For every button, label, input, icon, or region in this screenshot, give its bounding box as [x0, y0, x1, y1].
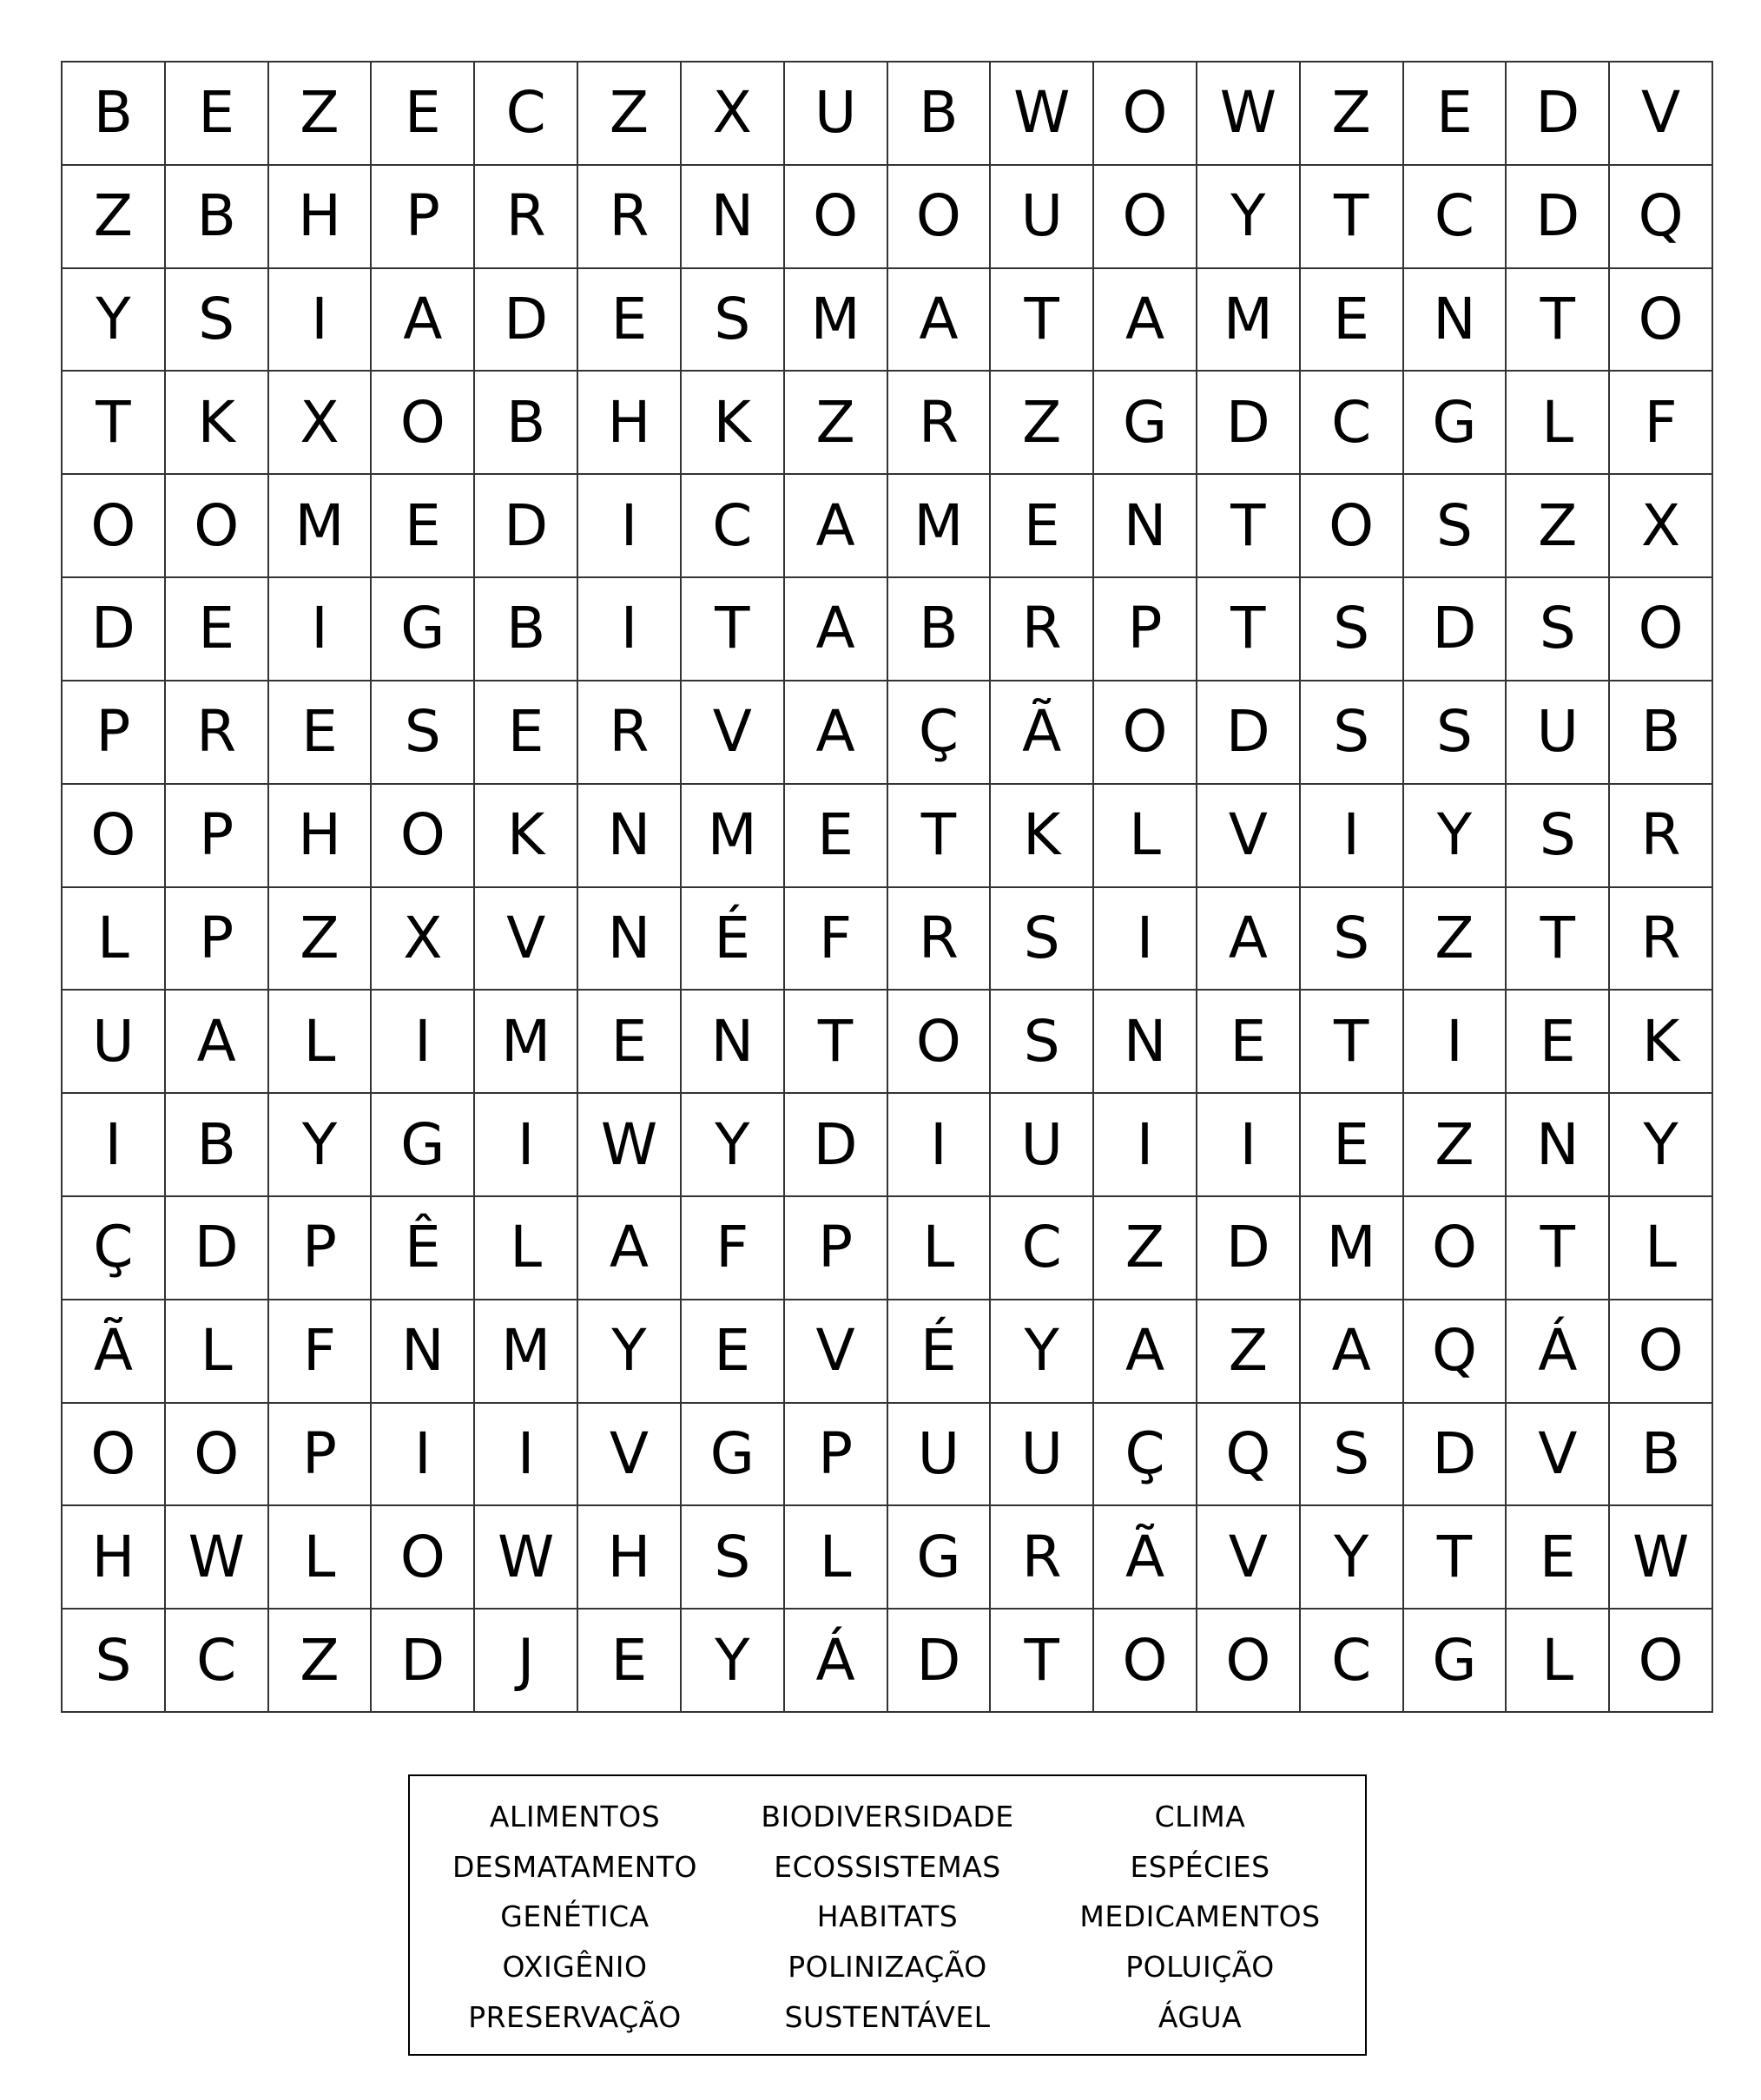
grid-cell-r11-c4[interactable]: G — [372, 1094, 475, 1197]
grid-cell-r3-c15[interactable]: T — [1507, 269, 1610, 372]
grid-cell-r15-c3[interactable]: L — [269, 1506, 373, 1610]
grid-cell-r2-c11[interactable]: O — [1094, 166, 1197, 269]
grid-cell-r11-c2[interactable]: B — [166, 1094, 269, 1197]
grid-cell-r5-c9[interactable]: M — [888, 475, 992, 578]
grid-cell-r15-c1[interactable]: H — [63, 1506, 166, 1610]
grid-cell-r5-c7[interactable]: C — [682, 475, 785, 578]
grid-cell-r9-c16[interactable]: R — [1610, 888, 1713, 991]
grid-cell-r9-c1[interactable]: L — [63, 888, 166, 991]
grid-cell-r10-c10[interactable]: S — [991, 991, 1094, 1094]
grid-cell-r11-c6[interactable]: W — [578, 1094, 682, 1197]
grid-cell-r16-c11[interactable]: O — [1094, 1610, 1197, 1713]
grid-cell-r4-c13[interactable]: C — [1301, 372, 1404, 475]
grid-cell-r16-c9[interactable]: D — [888, 1610, 992, 1713]
grid-cell-r2-c9[interactable]: O — [888, 166, 992, 269]
grid-cell-r16-c16[interactable]: O — [1610, 1610, 1713, 1713]
grid-cell-r3-c12[interactable]: M — [1197, 269, 1301, 372]
grid-cell-r8-c14[interactable]: Y — [1404, 785, 1507, 888]
grid-cell-r13-c7[interactable]: E — [682, 1300, 785, 1404]
grid-cell-r16-c12[interactable]: O — [1197, 1610, 1301, 1713]
grid-cell-r2-c12[interactable]: Y — [1197, 166, 1301, 269]
grid-cell-r5-c2[interactable]: O — [166, 475, 269, 578]
grid-cell-r8-c11[interactable]: L — [1094, 785, 1197, 888]
grid-cell-r1-c11[interactable]: O — [1094, 63, 1197, 166]
grid-cell-r5-c16[interactable]: X — [1610, 475, 1713, 578]
grid-cell-r7-c15[interactable]: U — [1507, 681, 1610, 785]
grid-cell-r6-c6[interactable]: I — [578, 578, 682, 681]
grid-cell-r1-c8[interactable]: U — [785, 63, 888, 166]
grid-cell-r13-c9[interactable]: É — [888, 1300, 992, 1404]
grid-cell-r10-c16[interactable]: K — [1610, 991, 1713, 1094]
grid-cell-r16-c13[interactable]: C — [1301, 1610, 1404, 1713]
grid-cell-r11-c3[interactable]: Y — [269, 1094, 373, 1197]
grid-cell-r10-c13[interactable]: T — [1301, 991, 1404, 1094]
grid-cell-r12-c4[interactable]: Ê — [372, 1197, 475, 1300]
grid-cell-r12-c7[interactable]: F — [682, 1197, 785, 1300]
grid-cell-r10-c14[interactable]: I — [1404, 991, 1507, 1094]
grid-cell-r2-c4[interactable]: P — [372, 166, 475, 269]
grid-cell-r9-c15[interactable]: T — [1507, 888, 1610, 991]
grid-cell-r10-c5[interactable]: M — [475, 991, 578, 1094]
grid-cell-r15-c14[interactable]: T — [1404, 1506, 1507, 1610]
grid-cell-r4-c5[interactable]: B — [475, 372, 578, 475]
word-list-item: CLIMA — [1154, 1800, 1246, 1834]
grid-cell-r12-c14[interactable]: O — [1404, 1197, 1507, 1300]
grid-cell-r5-c11[interactable]: N — [1094, 475, 1197, 578]
grid-cell-r15-c16[interactable]: W — [1610, 1506, 1713, 1610]
grid-cell-r15-c6[interactable]: H — [578, 1506, 682, 1610]
grid-cell-r3-c14[interactable]: N — [1404, 269, 1507, 372]
grid-cell-r9-c13[interactable]: S — [1301, 888, 1404, 991]
grid-cell-r15-c9[interactable]: G — [888, 1506, 992, 1610]
grid-cell-r4-c3[interactable]: X — [269, 372, 373, 475]
grid-cell-r14-c5[interactable]: I — [475, 1404, 578, 1507]
grid-cell-r1-c15[interactable]: D — [1507, 63, 1610, 166]
grid-cell-r10-c3[interactable]: L — [269, 991, 373, 1094]
grid-cell-r14-c6[interactable]: V — [578, 1404, 682, 1507]
grid-cell-r6-c13[interactable]: S — [1301, 578, 1404, 681]
grid-cell-r4-c15[interactable]: L — [1507, 372, 1610, 475]
grid-cell-r12-c16[interactable]: L — [1610, 1197, 1713, 1300]
grid-cell-r8-c16[interactable]: R — [1610, 785, 1713, 888]
grid-cell-r12-c5[interactable]: L — [475, 1197, 578, 1300]
grid-cell-r8-c13[interactable]: I — [1301, 785, 1404, 888]
grid-cell-r12-c6[interactable]: A — [578, 1197, 682, 1300]
grid-cell-r10-c6[interactable]: E — [578, 991, 682, 1094]
grid-cell-r3-c3[interactable]: I — [269, 269, 373, 372]
grid-cell-r6-c2[interactable]: E — [166, 578, 269, 681]
grid-cell-r10-c8[interactable]: T — [785, 991, 888, 1094]
grid-cell-r13-c13[interactable]: A — [1301, 1300, 1404, 1404]
grid-cell-r5-c12[interactable]: T — [1197, 475, 1301, 578]
grid-cell-r6-c1[interactable]: D — [63, 578, 166, 681]
grid-cell-r8-c10[interactable]: K — [991, 785, 1094, 888]
grid-cell-r16-c2[interactable]: C — [166, 1610, 269, 1713]
grid-cell-r1-c4[interactable]: E — [372, 63, 475, 166]
grid-cell-r10-c4[interactable]: I — [372, 991, 475, 1094]
word-list-item: PRESERVAÇÃO — [468, 1999, 682, 2034]
grid-cell-r8-c1[interactable]: O — [63, 785, 166, 888]
grid-cell-r13-c4[interactable]: N — [372, 1300, 475, 1404]
grid-cell-r10-c1[interactable]: U — [63, 991, 166, 1094]
grid-cell-r1-c2[interactable]: E — [166, 63, 269, 166]
grid-cell-r7-c10[interactable]: Ã — [991, 681, 1094, 785]
grid-cell-r9-c10[interactable]: S — [991, 888, 1094, 991]
grid-cell-r16-c8[interactable]: Á — [785, 1610, 888, 1713]
grid-cell-r4-c10[interactable]: Z — [991, 372, 1094, 475]
grid-cell-r16-c1[interactable]: S — [63, 1610, 166, 1713]
grid-cell-r10-c15[interactable]: E — [1507, 991, 1610, 1094]
grid-cell-r9-c12[interactable]: A — [1197, 888, 1301, 991]
grid-cell-r12-c11[interactable]: Z — [1094, 1197, 1197, 1300]
grid-cell-r6-c14[interactable]: D — [1404, 578, 1507, 681]
grid-cell-r16-c7[interactable]: Y — [682, 1610, 785, 1713]
grid-cell-r6-c9[interactable]: B — [888, 578, 992, 681]
grid-cell-r4-c9[interactable]: R — [888, 372, 992, 475]
grid-cell-r4-c12[interactable]: D — [1197, 372, 1301, 475]
grid-cell-r15-c5[interactable]: W — [475, 1506, 578, 1610]
word-list-item: SUSTENTÁVEL — [784, 1999, 991, 2034]
grid-cell-r12-c10[interactable]: C — [991, 1197, 1094, 1300]
grid-cell-r13-c11[interactable]: A — [1094, 1300, 1197, 1404]
grid-cell-r15-c8[interactable]: L — [785, 1506, 888, 1610]
grid-cell-r11-c10[interactable]: U — [991, 1094, 1094, 1197]
grid-cell-r16-c15[interactable]: L — [1507, 1610, 1610, 1713]
grid-cell-r9-c4[interactable]: X — [372, 888, 475, 991]
grid-cell-r6-c7[interactable]: T — [682, 578, 785, 681]
grid-cell-r4-c4[interactable]: O — [372, 372, 475, 475]
grid-cell-r8-c9[interactable]: T — [888, 785, 992, 888]
grid-cell-r7-c1[interactable]: P — [63, 681, 166, 785]
grid-cell-r2-c8[interactable]: O — [785, 166, 888, 269]
grid-cell-r3-c9[interactable]: A — [888, 269, 992, 372]
grid-cell-r7-c8[interactable]: A — [785, 681, 888, 785]
grid-cell-r1-c16[interactable]: V — [1610, 63, 1713, 166]
word-list-item: OXIGÊNIO — [502, 1950, 648, 1985]
grid-cell-r3-c2[interactable]: S — [166, 269, 269, 372]
grid-cell-r10-c11[interactable]: N — [1094, 991, 1197, 1094]
word-list-item: ESPÉCIES — [1130, 1849, 1270, 1884]
grid-cell-r4-c16[interactable]: F — [1610, 372, 1713, 475]
grid-cell-r10-c9[interactable]: O — [888, 991, 992, 1094]
grid-cell-r12-c3[interactable]: P — [269, 1197, 373, 1300]
grid-cell-r9-c9[interactable]: R — [888, 888, 992, 991]
grid-cell-r1-c10[interactable]: W — [991, 63, 1094, 166]
grid-cell-r2-c16[interactable]: Q — [1610, 166, 1713, 269]
grid-cell-r16-c14[interactable]: G — [1404, 1610, 1507, 1713]
grid-cell-r11-c13[interactable]: E — [1301, 1094, 1404, 1197]
grid-cell-r13-c8[interactable]: V — [785, 1300, 888, 1404]
word-list-item: POLINIZAÇÃO — [788, 1950, 987, 1985]
grid-cell-r6-c10[interactable]: R — [991, 578, 1094, 681]
word-search-grid — [61, 61, 1713, 1713]
word-list-item: POLUIÇÃO — [1125, 1950, 1275, 1985]
grid-cell-r11-c8[interactable]: D — [785, 1094, 888, 1197]
grid-cell-r14-c2[interactable]: O — [166, 1404, 269, 1507]
grid-cell-r6-c15[interactable]: S — [1507, 578, 1610, 681]
grid-cell-r10-c12[interactable]: E — [1197, 991, 1301, 1094]
grid-cell-r8-c2[interactable]: P — [166, 785, 269, 888]
grid-cell-r14-c14[interactable]: D — [1404, 1404, 1507, 1507]
grid-cell-r3-c8[interactable]: M — [785, 269, 888, 372]
grid-cell-r9-c8[interactable]: F — [785, 888, 888, 991]
grid-cell-r7-c14[interactable]: S — [1404, 681, 1507, 785]
grid-cell-r3-c6[interactable]: E — [578, 269, 682, 372]
grid-cell-r3-c11[interactable]: A — [1094, 269, 1197, 372]
grid-cell-r10-c2[interactable]: A — [166, 991, 269, 1094]
grid-cell-r8-c4[interactable]: O — [372, 785, 475, 888]
grid-cell-r11-c11[interactable]: I — [1094, 1094, 1197, 1197]
grid-cell-r15-c4[interactable]: O — [372, 1506, 475, 1610]
grid-cell-r14-c12[interactable]: Q — [1197, 1404, 1301, 1507]
grid-cell-r9-c7[interactable]: É — [682, 888, 785, 991]
grid-cell-r13-c5[interactable]: M — [475, 1300, 578, 1404]
grid-cell-r3-c4[interactable]: A — [372, 269, 475, 372]
grid-cell-r15-c15[interactable]: E — [1507, 1506, 1610, 1610]
grid-cell-r13-c1[interactable]: Ã — [63, 1300, 166, 1404]
grid-cell-r1-c5[interactable]: C — [475, 63, 578, 166]
grid-cell-r12-c15[interactable]: T — [1507, 1197, 1610, 1300]
grid-cell-r10-c7[interactable]: N — [682, 991, 785, 1094]
grid-cell-r11-c12[interactable]: I — [1197, 1094, 1301, 1197]
grid-cell-r14-c1[interactable]: O — [63, 1404, 166, 1507]
grid-cell-r11-c7[interactable]: Y — [682, 1094, 785, 1197]
grid-cell-r15-c7[interactable]: S — [682, 1506, 785, 1610]
grid-cell-r3-c5[interactable]: D — [475, 269, 578, 372]
grid-cell-r9-c14[interactable]: Z — [1404, 888, 1507, 991]
grid-cell-r8-c12[interactable]: V — [1197, 785, 1301, 888]
grid-cell-r9-c6[interactable]: N — [578, 888, 682, 991]
grid-cell-r4-c2[interactable]: K — [166, 372, 269, 475]
word-list-box — [408, 1774, 1367, 2056]
grid-cell-r13-c10[interactable]: Y — [991, 1300, 1094, 1404]
grid-cell-r2-c15[interactable]: D — [1507, 166, 1610, 269]
grid-cell-r12-c1[interactable]: Ç — [63, 1197, 166, 1300]
grid-cell-r5-c13[interactable]: O — [1301, 475, 1404, 578]
grid-cell-r4-c6[interactable]: H — [578, 372, 682, 475]
grid-cell-r1-c12[interactable]: W — [1197, 63, 1301, 166]
grid-cell-r1-c9[interactable]: B — [888, 63, 992, 166]
grid-cell-r5-c15[interactable]: Z — [1507, 475, 1610, 578]
grid-cell-r7-c7[interactable]: V — [682, 681, 785, 785]
grid-cell-r14-c16[interactable]: B — [1610, 1404, 1713, 1507]
grid-cell-r14-c4[interactable]: I — [372, 1404, 475, 1507]
grid-cell-r13-c3[interactable]: F — [269, 1300, 373, 1404]
grid-cell-r7-c9[interactable]: Ç — [888, 681, 992, 785]
grid-cell-r14-c11[interactable]: Ç — [1094, 1404, 1197, 1507]
grid-cell-r8-c6[interactable]: N — [578, 785, 682, 888]
grid-cell-r1-c13[interactable]: Z — [1301, 63, 1404, 166]
grid-cell-r14-c15[interactable]: V — [1507, 1404, 1610, 1507]
grid-cell-r7-c6[interactable]: R — [578, 681, 682, 785]
grid-cell-r2-c14[interactable]: C — [1404, 166, 1507, 269]
grid-cell-r6-c11[interactable]: P — [1094, 578, 1197, 681]
grid-cell-r13-c15[interactable]: Á — [1507, 1300, 1610, 1404]
grid-cell-r15-c11[interactable]: Ã — [1094, 1506, 1197, 1610]
grid-cell-r12-c2[interactable]: D — [166, 1197, 269, 1300]
grid-cell-r12-c13[interactable]: M — [1301, 1197, 1404, 1300]
grid-cell-r6-c8[interactable]: A — [785, 578, 888, 681]
grid-cell-r7-c16[interactable]: B — [1610, 681, 1713, 785]
grid-cell-r7-c12[interactable]: D — [1197, 681, 1301, 785]
grid-cell-r7-c5[interactable]: E — [475, 681, 578, 785]
grid-cell-r2-c3[interactable]: H — [269, 166, 373, 269]
grid-cell-r14-c13[interactable]: S — [1301, 1404, 1404, 1507]
grid-cell-r15-c2[interactable]: W — [166, 1506, 269, 1610]
grid-cell-r9-c3[interactable]: Z — [269, 888, 373, 991]
word-list-item: GENÉTICA — [500, 1899, 650, 1934]
grid-cell-r11-c1[interactable]: I — [63, 1094, 166, 1197]
grid-cell-r4-c8[interactable]: Z — [785, 372, 888, 475]
grid-cell-r11-c9[interactable]: I — [888, 1094, 992, 1197]
grid-cell-r5-c14[interactable]: S — [1404, 475, 1507, 578]
word-list-item: DESMATAMENTO — [452, 1849, 697, 1884]
grid-cell-r2-c5[interactable]: R — [475, 166, 578, 269]
grid-cell-r3-c13[interactable]: E — [1301, 269, 1404, 372]
grid-cell-r11-c16[interactable]: Y — [1610, 1094, 1713, 1197]
grid-cell-r16-c3[interactable]: Z — [269, 1610, 373, 1713]
grid-cell-r1-c7[interactable]: X — [682, 63, 785, 166]
word-list-item: ECOSSISTEMAS — [774, 1849, 1001, 1884]
grid-cell-r7-c2[interactable]: R — [166, 681, 269, 785]
grid-cell-r6-c5[interactable]: B — [475, 578, 578, 681]
grid-cell-r1-c6[interactable]: Z — [578, 63, 682, 166]
grid-cell-r6-c12[interactable]: T — [1197, 578, 1301, 681]
grid-cell-r16-c5[interactable]: J — [475, 1610, 578, 1713]
grid-cell-r5-c8[interactable]: A — [785, 475, 888, 578]
grid-cell-r13-c2[interactable]: L — [166, 1300, 269, 1404]
grid-cell-r15-c13[interactable]: Y — [1301, 1506, 1404, 1610]
word-list-item: MEDICAMENTOS — [1079, 1899, 1321, 1934]
grid-cell-r8-c8[interactable]: E — [785, 785, 888, 888]
grid-cell-r1-c14[interactable]: E — [1404, 63, 1507, 166]
grid-cell-r5-c5[interactable]: D — [475, 475, 578, 578]
grid-cell-r12-c12[interactable]: D — [1197, 1197, 1301, 1300]
grid-cell-r4-c14[interactable]: G — [1404, 372, 1507, 475]
grid-cell-r2-c10[interactable]: U — [991, 166, 1094, 269]
grid-cell-r2-c13[interactable]: T — [1301, 166, 1404, 269]
grid-cell-r2-c7[interactable]: N — [682, 166, 785, 269]
word-list-item: ALIMENTOS — [489, 1800, 661, 1834]
grid-cell-r9-c5[interactable]: V — [475, 888, 578, 991]
grid-cell-r2-c6[interactable]: R — [578, 166, 682, 269]
grid-cell-r11-c5[interactable]: I — [475, 1094, 578, 1197]
word-list-item: ÁGUA — [1158, 1999, 1243, 2034]
grid-cell-r13-c12[interactable]: Z — [1197, 1300, 1301, 1404]
grid-cell-r13-c16[interactable]: O — [1610, 1300, 1713, 1404]
grid-cell-r5-c6[interactable]: I — [578, 475, 682, 578]
grid-cell-r8-c5[interactable]: K — [475, 785, 578, 888]
grid-cell-r11-c15[interactable]: N — [1507, 1094, 1610, 1197]
grid-cell-r13-c6[interactable]: Y — [578, 1300, 682, 1404]
grid-cell-r15-c12[interactable]: V — [1197, 1506, 1301, 1610]
grid-cell-r3-c1[interactable]: Y — [63, 269, 166, 372]
grid-cell-r16-c10[interactable]: T — [991, 1610, 1094, 1713]
grid-cell-r7-c11[interactable]: O — [1094, 681, 1197, 785]
grid-cell-r7-c13[interactable]: S — [1301, 681, 1404, 785]
grid-cell-r13-c14[interactable]: Q — [1404, 1300, 1507, 1404]
grid-cell-r11-c14[interactable]: Z — [1404, 1094, 1507, 1197]
grid-cell-r2-c2[interactable]: B — [166, 166, 269, 269]
grid-cell-r4-c1[interactable]: T — [63, 372, 166, 475]
grid-cell-r6-c16[interactable]: O — [1610, 578, 1713, 681]
grid-cell-r14-c7[interactable]: G — [682, 1404, 785, 1507]
grid-cell-r12-c9[interactable]: L — [888, 1197, 992, 1300]
grid-cell-r4-c11[interactable]: G — [1094, 372, 1197, 475]
grid-cell-r7-c4[interactable]: S — [372, 681, 475, 785]
grid-cell-r4-c7[interactable]: K — [682, 372, 785, 475]
grid-cell-r5-c3[interactable]: M — [269, 475, 373, 578]
grid-cell-r15-c10[interactable]: R — [991, 1506, 1094, 1610]
grid-cell-r9-c11[interactable]: I — [1094, 888, 1197, 991]
word-list-item: HABITATS — [816, 1899, 959, 1934]
grid-cell-r3-c16[interactable]: O — [1610, 269, 1713, 372]
grid-cell-r16-c4[interactable]: D — [372, 1610, 475, 1713]
word-list-item: BIODIVERSIDADE — [761, 1800, 1014, 1834]
grid-cell-r14-c9[interactable]: U — [888, 1404, 992, 1507]
grid-cell-r14-c10[interactable]: U — [991, 1404, 1094, 1507]
grid-cell-r12-c8[interactable]: P — [785, 1197, 888, 1300]
grid-cell-r3-c7[interactable]: S — [682, 269, 785, 372]
grid-cell-r2-c1[interactable]: Z — [63, 166, 166, 269]
grid-cell-r16-c6[interactable]: E — [578, 1610, 682, 1713]
grid-cell-r14-c3[interactable]: P — [269, 1404, 373, 1507]
grid-cell-r14-c8[interactable]: P — [785, 1404, 888, 1507]
grid-cell-r5-c4[interactable]: E — [372, 475, 475, 578]
grid-cell-r8-c3[interactable]: H — [269, 785, 373, 888]
grid-cell-r6-c4[interactable]: G — [372, 578, 475, 681]
grid-cell-r5-c1[interactable]: O — [63, 475, 166, 578]
grid-cell-r6-c3[interactable]: I — [269, 578, 373, 681]
grid-cell-r7-c3[interactable]: E — [269, 681, 373, 785]
grid-cell-r8-c7[interactable]: M — [682, 785, 785, 888]
grid-cell-r8-c15[interactable]: S — [1507, 785, 1610, 888]
grid-cell-r5-c10[interactable]: E — [991, 475, 1094, 578]
grid-cell-r1-c1[interactable]: B — [63, 63, 166, 166]
grid-cell-r3-c10[interactable]: T — [991, 269, 1094, 372]
grid-cell-r1-c3[interactable]: Z — [269, 63, 373, 166]
grid-cell-r9-c2[interactable]: P — [166, 888, 269, 991]
